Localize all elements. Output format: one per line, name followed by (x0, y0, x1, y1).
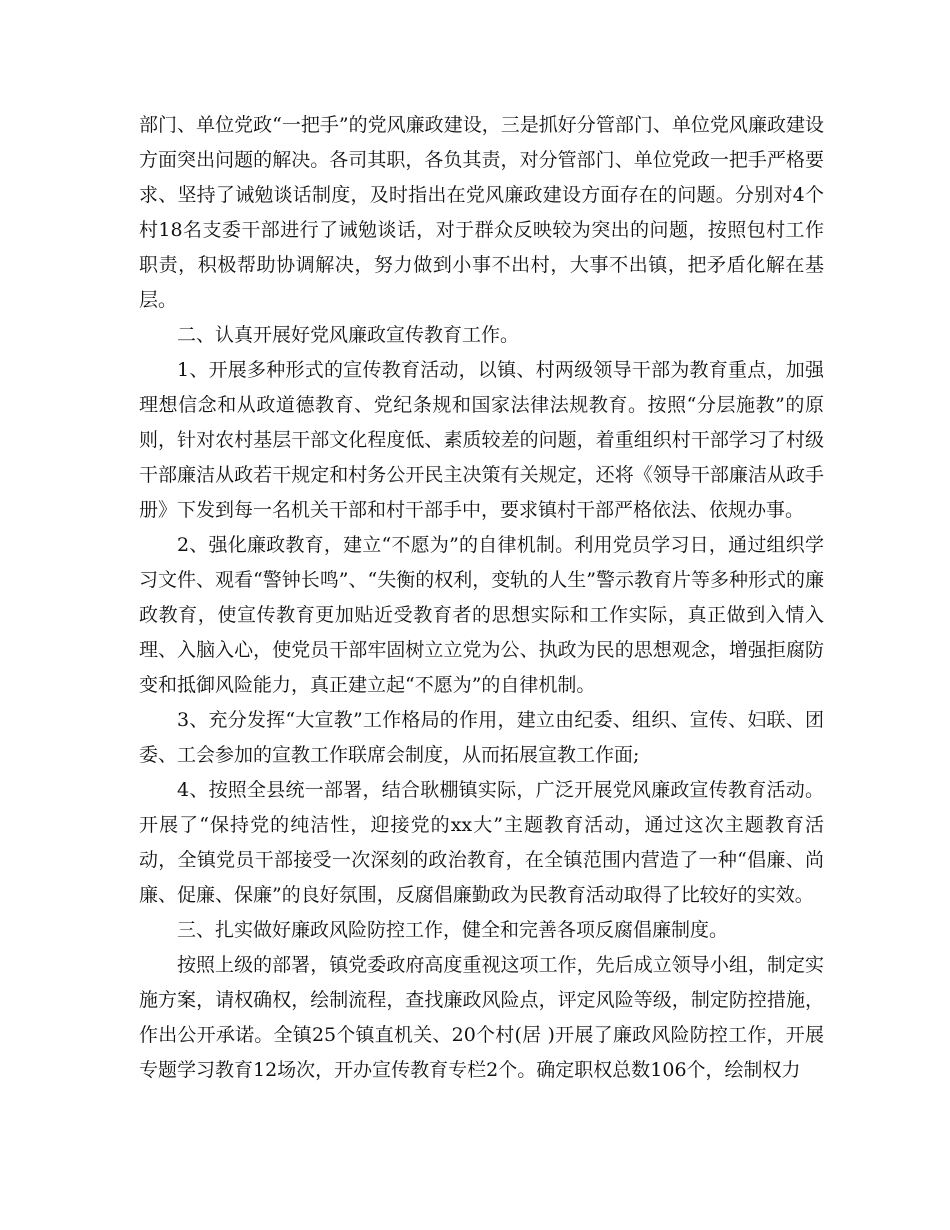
section-heading-2: 二、认真开展好党风廉政宣传教育工作。 (177, 324, 520, 346)
paragraph-item-1: 1、开展多种形式的宣传教育活动，以镇、村两级领导干部为教育重点，加强理想信念和从政道德教育、党纪条规和国家法律法规教育。按照“分层施教”的原则，针对农村基层干部文化程度低、素质较差的问题，着重组织村干部学习了村级干部廉洁从政若干规定和村务公开民主决策有关规定，还将《领导干部廉洁从政手册》下发到每一名机关干部和村干部手中，要求镇村干部严格依法、依规办事。 (139, 359, 824, 521)
paragraph-item-3: 3、充分发挥“大宣教”工作格局的作用，建立由纪委、组织、宣传、妇联、团委、工会参加的宣教工作联席会制度，从而拓展宣教工作面; (139, 709, 824, 766)
paragraph-item-4: 4、按照全县统一部署，结合耿棚镇实际，广泛开展党风廉政宣传教育活动。开展了“保持党的纯洁性，迎接党的xx大”主题教育活动，通过这次主题教育活动，全镇党员干部接受一次深刻的政治教育，在全镇范围内营造了一种“倡廉、尚廉、促廉、保廉”的良好氛围，反腐倡廉勤政为民教育活动取得了比较好的实效。 (139, 779, 824, 906)
paragraph-item-2: 2、强化廉政教育，建立“不愿为”的自律机制。利用党员学习日，通过组织学习文件、观看“警钟长鸣”、“失衡的权利，变轨的人生”警示教育片等多种形式的廉政教育，使宣传教育更加贴近受教育者的思想实际和工作实际，真正做到入情入理、入脑入心，使党员干部牢固树立立党为公、执政为民的思想观念，增强拒腐防变和抵御风险能力，真正建立起“不愿为”的自律机制。 (139, 534, 824, 696)
document-body (139, 108, 824, 1088)
section-heading-3: 三、扎实做好廉政风险防控工作，健全和完善各项反腐倡廉制度。 (177, 919, 729, 941)
paragraph-continuation: 部门、单位党政“一把手”的党风廉政建设，三是抓好分管部门、单位党风廉政建设方面突出问题的解决。各司其职，各负其责，对分管部门、单位党政一把手严格要求、坚持了诫勉谈话制度，及时指出在党风廉政建设方面存在的问题。分别对4个村18名支委干部进行了诫勉谈话，对于群众反映较为突出的问题，按照包村工作职责，积极帮助协调解决，努力做到小事不出村，大事不出镇，把矛盾化解在基层。 (139, 114, 824, 311)
paragraph-risk-control: 按照上级的部署，镇党委政府高度重视这项工作，先后成立领导小组，制定实施方案，请权确权，绘制流程，查找廉政风险点，评定风险等级，制定防控措施，作出公开承诺。全镇25个镇直机关、20个村(居 )开展了廉政风险防控工作，开展专题学习教育12场次，开办宣传教育专栏2个。确定职权总数106个，绘制权力 (139, 954, 824, 1081)
